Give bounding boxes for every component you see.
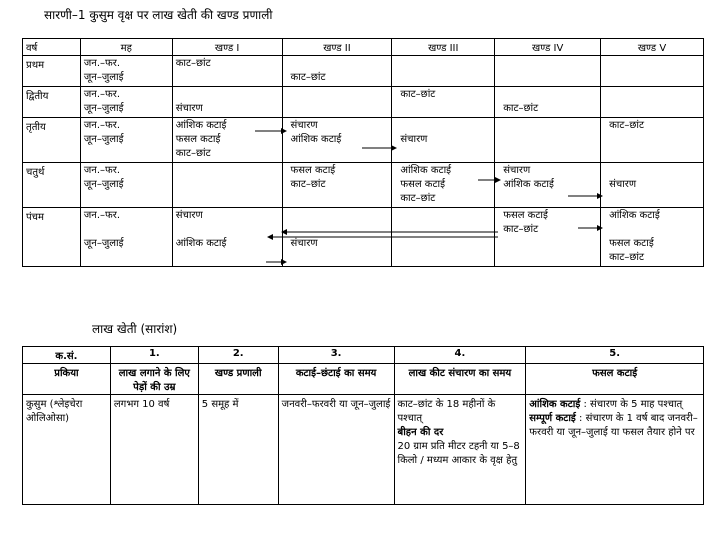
- activity: फसल कटाई: [290, 165, 336, 176]
- partial-harvest-label: आंशिक कटाई: [529, 399, 581, 410]
- year-cell: चतुर्थ: [23, 163, 81, 208]
- table1-header-cell: खण्ड V: [601, 39, 704, 56]
- activity: काट–छांट: [175, 58, 211, 69]
- activity: काट–छांट: [503, 224, 539, 235]
- activity: काट–छांट: [400, 193, 436, 204]
- activity: फसल कटाई: [609, 238, 654, 249]
- table2-header-row: [23, 364, 704, 395]
- table2-title: लाख खेती (सारांश): [92, 322, 178, 336]
- harvest: आंशिक कटाई : संचारण के 5 माह पश्चात् सम्पूर्ण कटाई : संचारण के 1 वर्ष बाद जनवरी–फरवरी या जून–जुलाई या फसल तैयार होने पर: [526, 395, 704, 505]
- month-label: जन.–फर.: [83, 58, 121, 69]
- activity: आंशिक कटाई: [503, 179, 554, 190]
- month-label: जून–जुलाई: [83, 103, 124, 114]
- year-cell: तृतीय: [23, 118, 81, 163]
- year-cell: प्रथम: [23, 56, 81, 87]
- activity: काट–छांट: [609, 252, 645, 263]
- tree-age: लगभग 10 वर्ष: [110, 395, 198, 505]
- table2-header-cell: लाख लगाने के लिए पेड़ों की उम्र: [110, 364, 198, 395]
- table2-data-row: [23, 395, 704, 505]
- table2-number-cell: 1.: [110, 347, 198, 364]
- table2-header-cell: खण्ड प्रणाली: [198, 364, 278, 395]
- table2-number-cell: 4.: [394, 347, 526, 364]
- table2-header-cell: फसल कटाई: [526, 364, 704, 395]
- table1-header-cell: खण्ड I: [172, 39, 282, 56]
- activity: आंशिक कटाई: [175, 120, 227, 131]
- activity: काट–छांट: [503, 103, 539, 114]
- seed-rate-label: बीहन की दर: [397, 427, 444, 438]
- table2-header-cell: लाख कीट संचारण का समय: [394, 364, 526, 395]
- summary-table: [22, 346, 704, 505]
- table2-header-cell: कटाई–छंटाई का समय: [278, 364, 394, 395]
- table1-title: सारणी–1 कुसुम वृक्ष पर लाख खेती की खण्ड प्रणाली: [44, 8, 273, 22]
- month-label: जून–जुलाई: [83, 238, 124, 249]
- table2-number-cell: 2.: [198, 347, 278, 364]
- activity: संचारण: [290, 238, 318, 249]
- table1-header-cell: वर्ष: [23, 39, 81, 56]
- month-label: जून–जुलाई: [83, 134, 124, 145]
- activity: संचारण: [400, 134, 428, 145]
- activity: आंशिक कटाई: [290, 134, 342, 145]
- activity: संचारण: [290, 120, 318, 131]
- month-label: जून–जुलाई: [83, 72, 124, 83]
- activity: काट–छांट: [609, 120, 645, 131]
- activity: संचारण: [503, 165, 531, 176]
- table1-header-cell: मह: [80, 39, 172, 56]
- month-label: जन.–फर.: [83, 89, 121, 100]
- crop-name: कुसुम (श्लेइचेरा ओलिओसा): [23, 395, 111, 505]
- activity: आंशिक कटाई: [175, 238, 227, 249]
- activity: आंशिक कटाई: [400, 165, 452, 176]
- table2-header-cell: प्रकिया: [23, 364, 111, 395]
- month-label: जन.–फर.: [83, 165, 121, 176]
- inoculation-time: काट–छांट के 18 महीनों के पश्चात् बीहन की दर 20 ग्राम प्रति मीटर टहनी या 5–8 किलो / मध्यम आकार के वृक्ष हेतु: [394, 395, 526, 505]
- activity: फसल कटाई: [400, 179, 446, 190]
- table2-number-cell: 5.: [526, 347, 704, 364]
- month-label: जन.–फर.: [83, 120, 121, 131]
- activity: संचारण: [609, 179, 637, 190]
- activity: आंशिक कटाई: [609, 210, 660, 221]
- year-cell: पंचम: [23, 208, 81, 267]
- activity: फसल कटाई: [503, 210, 548, 221]
- block-system: 5 समूह में: [198, 395, 278, 505]
- table1-header-cell: खण्ड II: [282, 39, 392, 56]
- table2-number-row: [23, 347, 704, 364]
- activity: संचारण: [175, 103, 203, 114]
- month-label: जन.–फर.: [83, 210, 121, 221]
- activity: काट–छांट: [400, 89, 436, 100]
- table2-number-cell: क.सं.: [23, 347, 111, 364]
- activity: काट–छांट: [290, 72, 326, 83]
- table1-header-cell: खण्ड III: [392, 39, 495, 56]
- pruning-time: जनवरी–फरवरी या जून–जुलाई: [278, 395, 394, 505]
- activity: संचारण: [175, 210, 203, 221]
- activity: काट–छांट: [290, 179, 326, 190]
- table1-header-cell: खण्ड IV: [495, 39, 601, 56]
- month-label: जून–जुलाई: [83, 179, 124, 190]
- table2-number-cell: 3.: [278, 347, 394, 364]
- activity: फसल कटाई: [175, 134, 221, 145]
- full-harvest-label: सम्पूर्ण कटाई: [529, 413, 576, 424]
- year-cell: द्वितीय: [23, 87, 81, 118]
- activity: काट–छांट: [175, 148, 211, 159]
